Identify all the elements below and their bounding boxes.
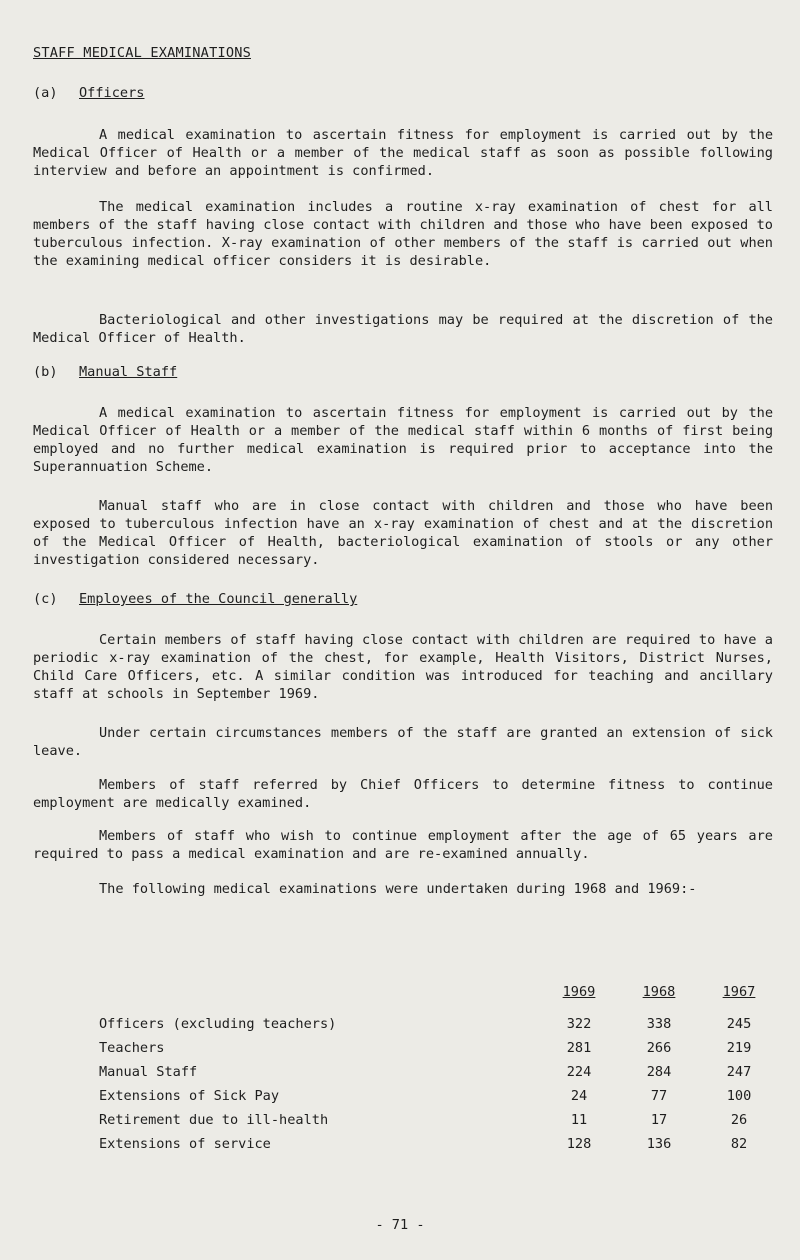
section-title-officers: Officers (79, 85, 145, 101)
row-value-1969: 11 (570, 1112, 588, 1128)
row-value-1967: 247 (726, 1064, 752, 1080)
section-letter-c: (c) (33, 591, 58, 607)
row-value-1969: 281 (566, 1040, 592, 1056)
row-value-1968: 17 (650, 1112, 668, 1128)
table-header-row (33, 980, 779, 1004)
row-value-1968: 136 (646, 1136, 672, 1152)
section-heading-employees (33, 590, 357, 608)
medical-examinations-table (33, 980, 779, 1156)
page-title: STAFF MEDICAL EXAMINATIONS (33, 45, 251, 61)
column-header-1968: 1968 (642, 984, 676, 1000)
row-value-1967: 26 (730, 1112, 748, 1128)
table-row (33, 1036, 779, 1060)
row-label: Extensions of Sick Pay (99, 1088, 280, 1104)
section-heading-manual-staff (33, 363, 177, 381)
manual-staff-paragraph-2: Manual staff who are in close contact with children and those who have been exposed to tuberculous infection have an x-ray examination of chest and at the discretion of the Medical Officer of Health, bacteriological examination of stools or any other investigation considered necessary. (33, 498, 773, 568)
row-value-1969: 224 (566, 1064, 592, 1080)
section-heading-officers (33, 84, 144, 102)
row-value-1969: 322 (566, 1016, 592, 1032)
employees-paragraph-5: The following medical examinations were undertaken during 1968 and 1969:- (99, 881, 697, 897)
row-value-1968: 338 (646, 1016, 672, 1032)
table-row (33, 1060, 779, 1084)
officers-paragraph-1: A medical examination to ascertain fitness for employment is carried out by the Medical Officer of Health or a member of the medical staff as soon as possible following interview and before an appointment is confirmed. (33, 127, 773, 179)
row-label: Officers (excluding teachers) (99, 1016, 337, 1032)
row-value-1967: 82 (730, 1136, 748, 1152)
table-row (33, 1012, 779, 1036)
page-number: - 71 - (375, 1217, 425, 1233)
officers-paragraph-3: Bacteriological and other investigations may be required at the discretion of the Medical Officer of Health. (33, 312, 773, 346)
section-letter-b: (b) (33, 364, 58, 380)
column-header-1967: 1967 (722, 984, 756, 1000)
table-row (33, 1084, 779, 1108)
table-row (33, 1132, 779, 1156)
table-row (33, 1108, 779, 1132)
section-title-manual-staff: Manual Staff (79, 364, 178, 380)
section-title-employees: Employees of the Council generally (79, 591, 358, 607)
row-value-1967: 100 (726, 1088, 752, 1104)
row-value-1968: 284 (646, 1064, 672, 1080)
row-value-1968: 266 (646, 1040, 672, 1056)
column-header-1969: 1969 (562, 984, 596, 1000)
manual-staff-paragraph-1: A medical examination to ascertain fitness for employment is carried out by the Medical Officer of Health or a member of the medical staff within 6 months of first being employed and no further medical examination is required prior to acceptance into the Superannuation Scheme. (33, 405, 773, 475)
employees-paragraph-1: Certain members of staff having close contact with children are required to have a periodic x-ray examination of the chest, for example, Health Visitors, District Nurses, Child Care Officers, etc. A similar condition was introduced for teaching and ancillary staff at schools in September 1969. (33, 632, 773, 702)
officers-paragraph-2: The medical examination includes a routine x-ray examination of chest for all members of the staff having close contact with children and those who have been exposed to tuberculous infection. X-ray examination of other members of the staff is carried out when the examining medical officer considers it is desirable. (33, 199, 773, 269)
row-value-1969: 24 (570, 1088, 588, 1104)
row-value-1969: 128 (566, 1136, 592, 1152)
row-value-1968: 77 (650, 1088, 668, 1104)
row-label: Extensions of service (99, 1136, 271, 1152)
employees-paragraph-2: Under certain circumstances members of the staff are granted an extension of sick leave. (33, 725, 773, 759)
row-label: Manual Staff (99, 1064, 198, 1080)
row-label: Retirement due to ill-health (99, 1112, 329, 1128)
row-value-1967: 219 (726, 1040, 752, 1056)
employees-paragraph-3: Members of staff referred by Chief Officers to determine fitness to continue employment are medically examined. (33, 777, 773, 811)
row-value-1967: 245 (726, 1016, 752, 1032)
row-label: Teachers (99, 1040, 165, 1056)
section-letter-a: (a) (33, 85, 58, 101)
table-header-blank (33, 980, 539, 1004)
employees-paragraph-4: Members of staff who wish to continue employment after the age of 65 years are required to pass a medical examination and are re-examined annually. (33, 828, 773, 862)
